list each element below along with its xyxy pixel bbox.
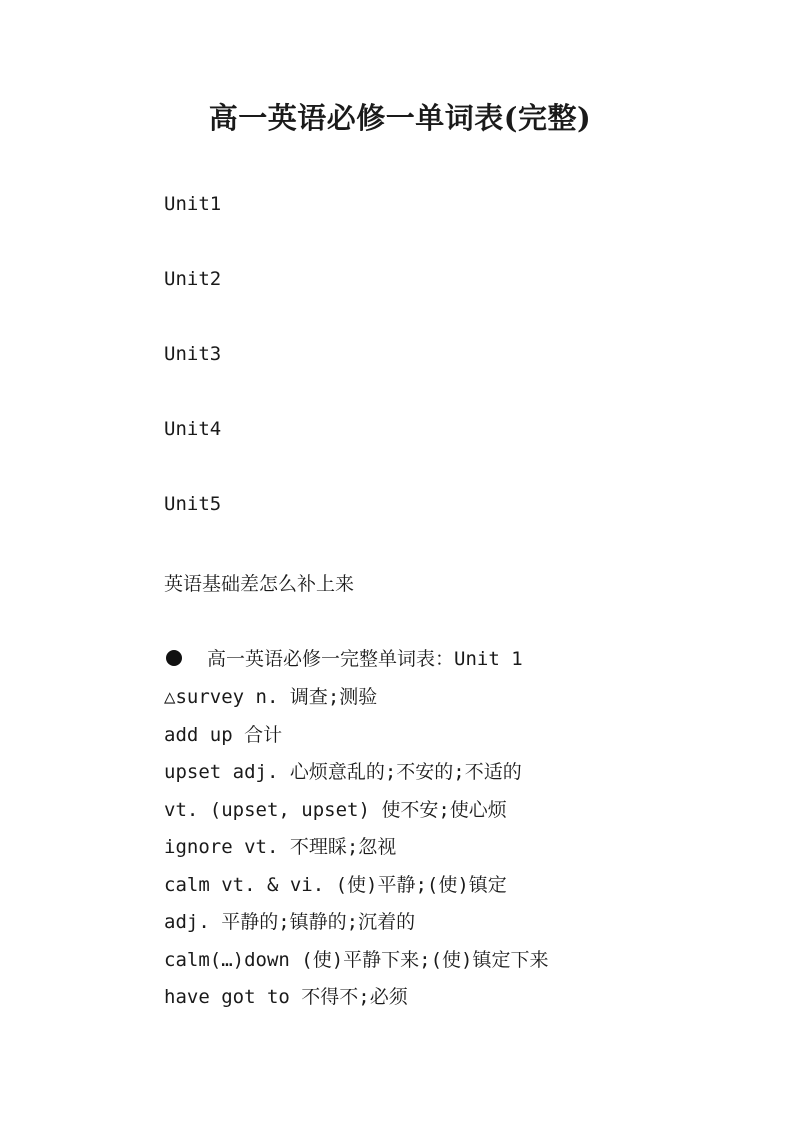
unit-link-2[interactable]: Unit2	[164, 268, 222, 290]
bullet-icon	[166, 650, 182, 666]
vocab-line: △survey n. 调查;测验	[164, 686, 378, 708]
unit-link-3[interactable]: Unit3	[164, 343, 222, 365]
vocab-line: ignore vt. 不理睬;忽视	[164, 836, 397, 858]
vocab-line: have got to 不得不;必须	[164, 986, 408, 1008]
section-heading-row	[164, 644, 523, 671]
question-link[interactable]: 英语基础差怎么补上来	[164, 573, 355, 595]
vocab-line: adj. 平静的;镇静的;沉着的	[164, 911, 416, 933]
section-heading: 高一英语必修一完整单词表：Unit 1	[207, 648, 523, 670]
vocab-line: upset adj. 心烦意乱的;不安的;不适的	[164, 761, 522, 783]
unit-link-4[interactable]: Unit4	[164, 418, 222, 440]
unit-link-1[interactable]: Unit1	[164, 193, 222, 215]
document-title: 高一英语必修一单词表(完整)	[208, 101, 592, 135]
vocab-line: add up 合计	[164, 724, 283, 746]
vocab-line: calm vt. & vi. (使)平静;(使)镇定	[164, 874, 507, 896]
vocab-line: vt. (upset, upset) 使不安;使心烦	[164, 799, 507, 821]
unit-link-5[interactable]: Unit5	[164, 493, 222, 515]
vocab-line: calm(…)down (使)平静下来;(使)镇定下来	[164, 949, 549, 971]
